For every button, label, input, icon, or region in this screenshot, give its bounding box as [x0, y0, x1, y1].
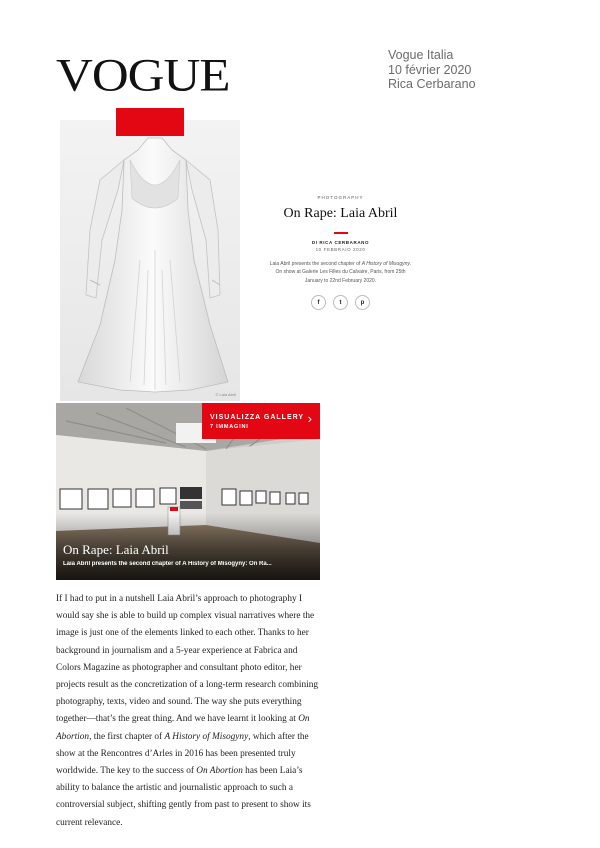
- gallery-card[interactable]: [56, 403, 320, 580]
- body-text-3: , which after the show at the Rencontres d’Arles in 2016 has been presented truly worldwide. The key to the success of: [56, 731, 309, 777]
- category-kicker[interactable]: PHOTOGRAPHY: [317, 195, 364, 200]
- article-meta: [388, 48, 476, 92]
- author-name: Rica Cerbarano: [388, 77, 476, 91]
- view-gallery-button[interactable]: [202, 403, 320, 439]
- vogue-logo: VOGUE: [56, 50, 230, 102]
- article-body: [56, 591, 324, 832]
- publish-date: 10 février 2020: [388, 62, 472, 77]
- red-accent-block: [116, 108, 184, 136]
- body-text-1: If I had to put in a nutshell Laia Abril’s approach to photography I would say she is able to build up complex visual narratives where the image is just one of the elements linked to each other. Thanks to her background in journalism and a 5-year experience at Fabrica and Colors Magazine as photographer and consultant photo editor, her projects result as the concretization of a long-term research combining photography, texts, video and sound. The way she puts everything together—that’s the great thing. And we have learnt it looking at: [56, 594, 319, 725]
- body-text-4: has been Laia’s ability to balance the artistic and journalistic approach to such a controversial subject, shifting gently from past to present to show its current relevance.: [56, 766, 311, 828]
- photo-credit: © Laia Abril: [215, 392, 236, 397]
- title-divider: [334, 232, 348, 234]
- view-gallery-label: VISUALIZZA GALLERY: [210, 414, 305, 421]
- body-text-2: , the first chapter of: [89, 731, 165, 742]
- image-count: 7 IMMAGINI: [210, 424, 249, 430]
- twitter-icon[interactable]: t: [333, 295, 348, 310]
- body-italic-3: On Abortion: [196, 766, 243, 777]
- lead-text-2: . On show at Galerie Les Filles du Calvaire, Paris, from 25th January to 22nd February 2020.: [275, 260, 412, 284]
- facebook-icon[interactable]: f: [311, 295, 326, 310]
- share-buttons: [260, 295, 421, 310]
- gallery-title: On Rape: Laia Abril: [63, 542, 169, 557]
- body-italic-2: A History of Misogyny: [164, 731, 249, 742]
- hero-section: [60, 120, 421, 401]
- dress-illustration: [60, 120, 240, 401]
- pinterest-icon[interactable]: p: [355, 295, 370, 310]
- hero-text-block: [260, 195, 421, 310]
- lead-italic: A History of Misogyny: [361, 260, 410, 267]
- article-lead: [260, 260, 421, 286]
- chevron-right-icon: ›: [307, 411, 312, 426]
- lead-text-1: Laia Abril presents the second chapter of: [269, 260, 362, 267]
- source-name: Vogue Italia: [388, 48, 454, 62]
- article-title: On Rape: Laia Abril: [283, 206, 398, 221]
- article-date: 10 FEBBRAIO 2020: [315, 246, 366, 252]
- gallery-subtitle: Laia Abril presents the second chapter of A History of Misogyny: On Ra...: [63, 561, 272, 567]
- hero-photo-dress: [60, 120, 240, 401]
- body-italic-1: On Abortion: [56, 714, 310, 742]
- byline[interactable]: DI RICA CERBARANO: [311, 239, 370, 245]
